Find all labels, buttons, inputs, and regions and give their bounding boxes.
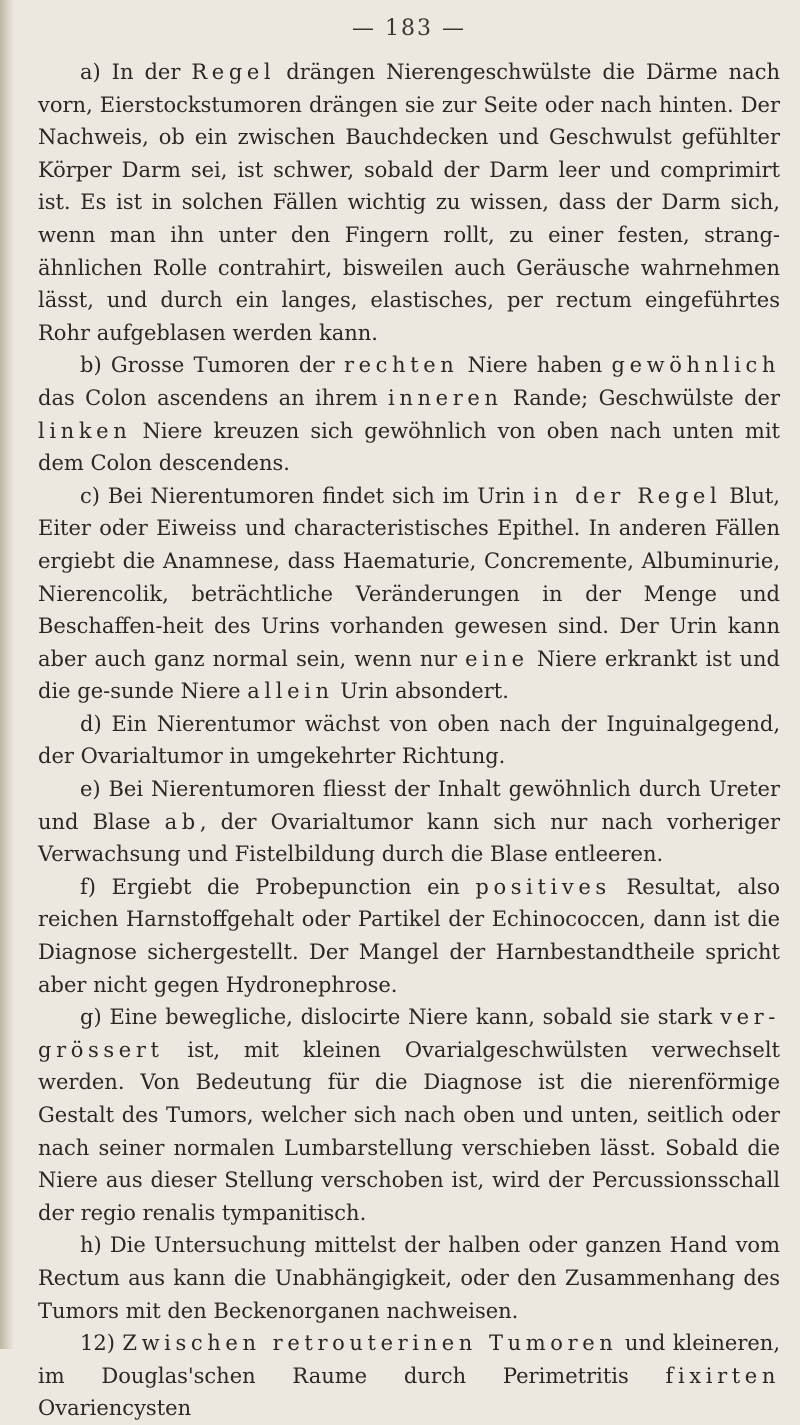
text-run: das Colon ascendens an ihrem (38, 385, 389, 410)
text-run: h) Die Untersuchung mittelst der halben oder ganzen Hand vom Rectum aus kann die Unabhängigkeit, oder den Zusammenhang des Tumors mit den Beckenorganen nachweisen. (38, 1233, 780, 1323)
emphasized-text: Zwischen retrouterinen Tumoren (122, 1331, 618, 1356)
paragraph-f (38, 871, 780, 1001)
scan-binding-edge (0, 0, 14, 1349)
book-page (38, 6, 780, 1425)
text-run: a) In der (80, 60, 192, 84)
text-run: Ovariencysten (38, 1396, 192, 1421)
page-number: — 183 — (352, 16, 466, 41)
emphasized-text: linken (38, 418, 132, 443)
emphasized-text: allein (247, 679, 334, 704)
text-run: Resultat, also reichen Harnstoffgehalt oder Partikel der Echinococcen, dann ist die Diagnose sichergestellt. Der Mangel der Harnbestandtheile spricht aber nicht gegen Hydronephrose. (38, 874, 780, 997)
text-run: Urin absondert. (333, 679, 509, 704)
emphasized-text: eine (465, 646, 529, 671)
text-run: d) Ein Nierentumor wächst von oben nach der Inguinalgegend, der Ovarialtumor in umgekehrter Richtung. (38, 711, 780, 769)
text-run: und kleineren, im Douglas'schen Raume durch Perimetritis (38, 1331, 780, 1388)
text-run: f) Ergiebt die Probepunction ein (80, 874, 476, 899)
emphasized-text: inneren (388, 385, 503, 410)
paragraph-12 (38, 1327, 780, 1425)
paragraph-h (38, 1229, 780, 1327)
text-run: Rande; Geschwülste der (502, 385, 780, 410)
text-run: Niere erkrankt ist und die ge-sunde Niere (38, 646, 780, 704)
text-run: ist, mit kleinen Ovarialgeschwülsten verwechselt werden. Von Bedeutung für die Diagnose ist die nierenförmige Gestalt des Tumors, welcher sich nach oben und unten, seitlich oder nach seiner normalen Lumbarstellung verschieben lässt. Sobald die Niere aus dieser Stellung verschoben ist, wird der Percussionsschall der regio renalis tympanitisch. (38, 1037, 780, 1225)
text-run: 12) (80, 1331, 123, 1356)
emphasized-text: rechten (343, 353, 459, 378)
text-run: e) Bei Nierentumoren fliesst der Inhalt gewöhnlich durch Ureter und Blase (38, 777, 780, 834)
paragraph-e (38, 773, 780, 871)
text-run: c) Bei Nierentumoren findet sich im Urin (80, 483, 534, 508)
text-run: Niere haben (458, 353, 612, 378)
emphasized-text: fixirten (665, 1363, 780, 1388)
emphasized-text: Regel (191, 60, 276, 84)
paragraph-a (38, 56, 780, 349)
paragraph-g (38, 1001, 780, 1229)
text-run: b) Grosse Tumoren der (80, 353, 344, 378)
emphasized-text: gewöhnlich (611, 353, 780, 378)
paragraph-b (38, 349, 780, 479)
paragraph-c (38, 480, 780, 708)
text-run: Blut, Eiter oder Eiweiss und characteristisches Epithel. In anderen Fällen ergiebt die Anamnese, dass Haematurie, Concremente, Albuminurie, Nierencolik, beträchtliche Veränderungen in der Menge und Beschaffen-heit des Urins vorhanden gewesen sind. Der Urin kann aber auch ganz normal sein, wenn nur (38, 483, 780, 671)
emphasized-text: positives (475, 874, 611, 899)
text-run: g) Eine bewegliche, dislocirte Niere kann, sobald sie stark (80, 1005, 721, 1030)
text-run: , der Ovarialtumor kann sich nur nach vorheriger Verwachsung und Fistelbildung durch die Blase entleeren. (38, 809, 781, 867)
emphasized-text: in der Regel (533, 483, 722, 508)
text-run: drängen Nierengeschwülste die Därme nach vorn, Eierstockstumoren drängen sie zur Seite oder nach hinten. Der Nachweis, ob ein zwischen Bauchdecken und Geschwulst gefühlter Körper Darm sei, ist schwer, sobald der Darm leer und comprimirt ist. Es ist in solchen Fällen wichtig zu wissen, dass der Darm sich, wenn man ihn unter den Fingern rollt, zu einer festen, strang-ähnlichen Rolle contrahirt, bisweilen auch Geräusche wahrnehmen lässt, und durch ein langes, elastisches, per rectum eingeführtes Rohr aufgeblasen werden kann. (38, 60, 780, 345)
emphasized-text: ab (164, 809, 200, 834)
paragraph-d (38, 708, 780, 773)
emphasized-text: ver-grössert (38, 1005, 780, 1062)
text-run: Niere kreuzen sich gewöhnlich von oben nach unten mit dem Colon descendens. (38, 418, 780, 476)
page-body (38, 56, 780, 1425)
